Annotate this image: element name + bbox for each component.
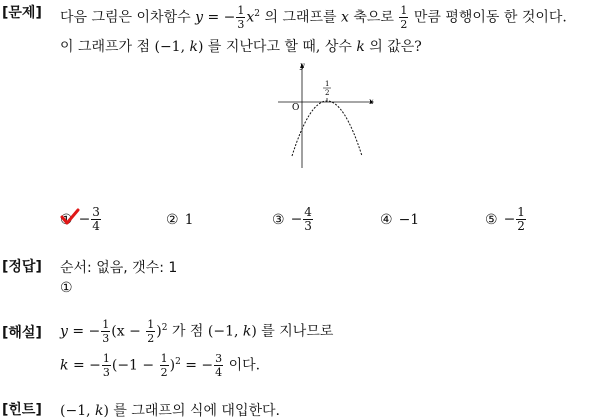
choice-2[interactable]: ② 1	[166, 212, 194, 228]
choice-1[interactable]: ① − $\frac{3}{4}$	[60, 205, 100, 233]
answer-value: ①	[60, 280, 73, 296]
choice-number: ③	[272, 211, 285, 228]
answer-info: 순서: 없음, 갯수: 1	[60, 260, 178, 276]
graph-vertex-num: 1	[325, 80, 330, 88]
choice-number: ②	[166, 212, 179, 228]
hint-text: (−1, k) 를 그래프의 식에 대입한다.	[60, 403, 280, 419]
graph-x-label: x	[369, 97, 374, 106]
question-line-2: 이 그래프가 점 (−1, k) 를 지난다고 할 때, 상수 k 의 값은?	[60, 39, 422, 55]
question-label: [문제]	[2, 5, 42, 21]
graph-origin-label: O	[292, 103, 300, 113]
checkmark-icon	[60, 208, 80, 226]
answer-label: [정답]	[2, 259, 42, 275]
parabola-graph	[270, 60, 380, 170]
choice-3[interactable]: ③ − $\frac{4}{3}$	[272, 205, 312, 233]
graph-vertex-den: 2	[325, 89, 330, 97]
explanation-line-1: y = − $\frac{1}{3}$ (x − $\frac{1}{2}$ )$^2$ 가 점 (−1, k) 를 지나므로	[60, 318, 334, 345]
graph-y-label: y	[300, 61, 305, 70]
explanation-line-2: k = − $\frac{1}{3}$ (−1 − $\frac{1}{2}$ )$^2$ = − $\frac{3}{4}$ 이다.	[60, 352, 261, 379]
choice-number: ①	[60, 211, 73, 228]
explanation-label: [해설]	[2, 325, 42, 341]
choice-4[interactable]: ④ −1	[380, 212, 420, 228]
choice-number: ⑤	[485, 211, 498, 228]
choice-5[interactable]: ⑤ − $\frac{1}{2}$	[485, 205, 525, 233]
choice-number: ④	[380, 212, 393, 228]
hint-label: [힌트]	[2, 402, 42, 418]
parabola-curve	[292, 101, 362, 156]
question-line-1: 다음 그림은 이차함수 y = − $\frac{1}{3}$ $x^2$ 의 그래프를 x 축으로 $\frac{1}{2}$ 만큼 평행이동 한 것이다.	[60, 4, 567, 31]
